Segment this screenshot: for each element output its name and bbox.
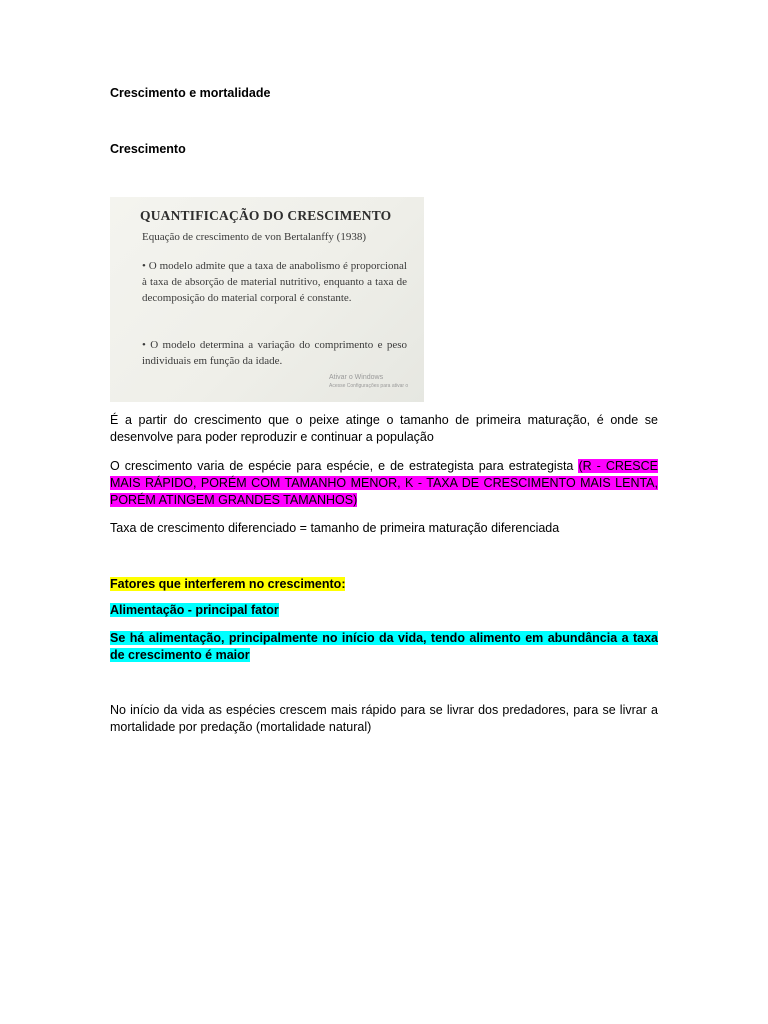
watermark-line-1: Ativar o Windows xyxy=(329,374,384,381)
strategist-highlight: (R - CRESCE MAIS RÁPIDO, PORÉM COM TAMANHO MENOR, K - TAXA DE CRESCIMENTO MAIS LENTA, PORÉM ATINGEM GRANDES TAMANHOS) xyxy=(110,459,658,507)
factors-heading xyxy=(110,576,658,593)
factors-heading-text: Fatores que interferem no crescimento: xyxy=(110,577,346,591)
watermark-line-2: Acesse Configurações para ativar o xyxy=(329,383,409,389)
slide-bullet-2: • O modelo determina a variação do comprimento e peso individuais em função da idade. xyxy=(142,339,407,367)
windows-activation-watermark xyxy=(329,374,408,390)
slide-image xyxy=(110,197,424,402)
slide-title: QUANTIFICAÇÃO DO CRESCIMENTO xyxy=(140,208,392,223)
paragraph-maturation: É a partir do crescimento que o peixe atinge o tamanho de primeira maturação, é onde se desenvolve para poder reproduzir e continuar a população xyxy=(110,413,658,444)
paragraph-growth-rate: Taxa de crescimento diferenciado = tamanho de primeira maturação diferenciada xyxy=(110,521,560,535)
paragraph-predation: No início da vida as espécies crescem mais rápido para se livrar dos predadores, para se livrar a mortalidade por predação (mortalidade natural) xyxy=(110,703,658,734)
paragraph-strategists xyxy=(110,458,658,509)
factor-feeding-detail-text: Se há alimentação, principalmente no início da vida, tendo alimento em abundância a taxa de crescimento é maior xyxy=(110,631,658,662)
document-title: Crescimento e mortalidade xyxy=(110,86,271,100)
paragraph-strategists-text: O crescimento varia de espécie para espécie, e de estrategista para estrategista xyxy=(110,459,579,473)
slide-subtitle: Equação de crescimento de von Bertalanffy (1938) xyxy=(142,231,366,243)
slide-bullet-1: • O modelo admite que a taxa de anabolismo é proporcional à taxa de absorção de material nutritivo, enquanto a taxa de decomposição do material corporal é constante. xyxy=(142,260,407,304)
section-heading: Crescimento xyxy=(110,142,186,156)
factor-feeding-detail xyxy=(110,630,658,664)
factor-feeding xyxy=(110,602,658,619)
factor-feeding-text: Alimentação - principal fator xyxy=(110,603,279,617)
